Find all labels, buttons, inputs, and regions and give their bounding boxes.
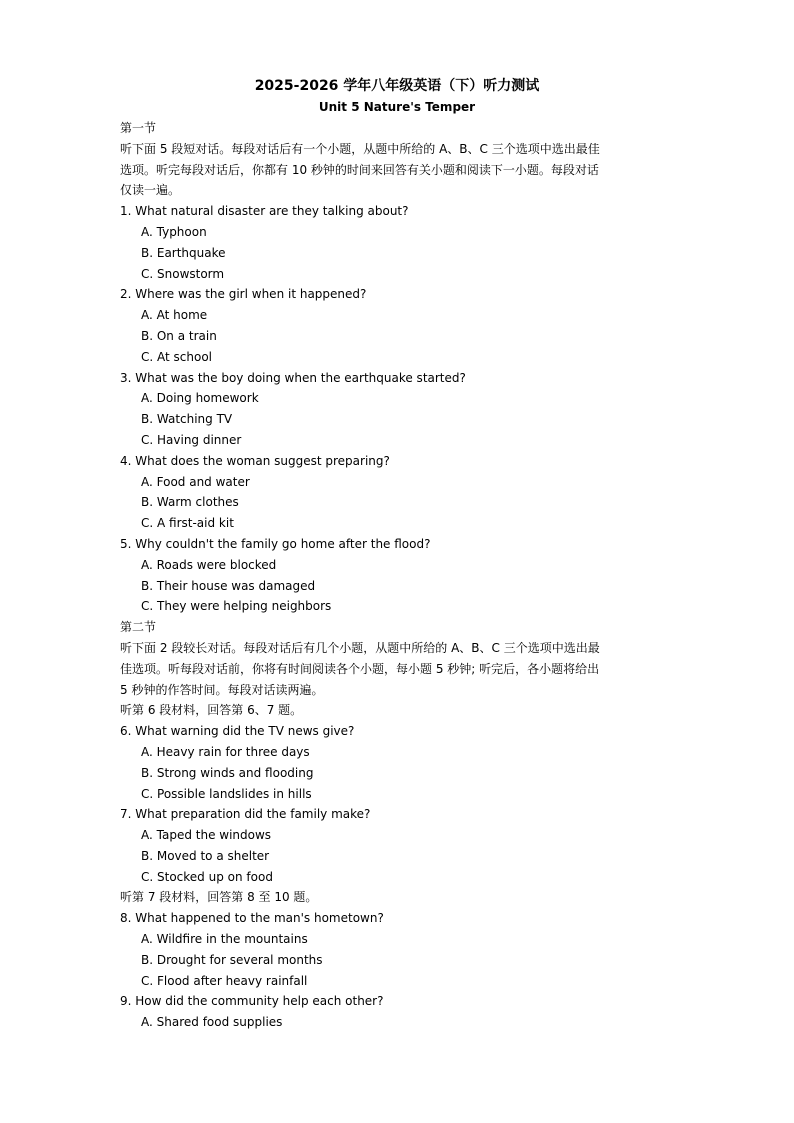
option-2c: C. At school — [141, 349, 212, 364]
option-4c: C. A first-aid kit — [141, 516, 234, 531]
material-7-note: 听第 7 段材料，回答第 8 至 10 题。 — [120, 890, 318, 905]
question-3: 3. What was the boy doing when the earthquake started? — [120, 370, 466, 385]
section-1-instruction-line: 仅读一遍。 — [120, 183, 181, 198]
question-7: 7. What preparation did the family make? — [120, 807, 371, 822]
option-8c: C. Flood after heavy rainfall — [141, 973, 308, 988]
question-2: 2. Where was the girl when it happened? — [120, 287, 367, 302]
section-2-instruction-line: 5 秒钟的作答时间。每段对话读两遍。 — [120, 682, 324, 697]
section-1-heading: 第一节 — [120, 121, 157, 135]
option-2b: B. On a train — [141, 328, 217, 343]
option-3b: B. Watching TV — [141, 412, 233, 427]
question-4: 4. What does the woman suggest preparing? — [120, 453, 390, 468]
option-1c: C. Snowstorm — [141, 266, 225, 281]
option-5b: B. Their house was damaged — [141, 578, 316, 593]
page-title: 2025-2026 学年八年级英语（下）听力测试 — [254, 78, 540, 94]
option-2a: A. At home — [141, 308, 208, 323]
option-4b: B. Warm clothes — [141, 495, 239, 510]
option-8a: A. Wildfire in the mountains — [141, 932, 308, 947]
question-5: 5. Why couldn't the family go home after the flood? — [120, 536, 431, 551]
page-subtitle: Unit 5 Nature's Temper — [318, 100, 476, 114]
option-5a: A. Roads were blocked — [141, 557, 277, 572]
option-4a: A. Food and water — [141, 474, 250, 489]
option-6b: B. Strong winds and flooding — [141, 765, 314, 780]
question-1: 1. What natural disaster are they talking about? — [120, 204, 409, 219]
section-2-heading: 第二节 — [120, 620, 157, 635]
option-3a: A. Doing homework — [141, 391, 259, 406]
option-3c: C. Having dinner — [141, 432, 242, 447]
section-1-instruction-line: 听下面 5 段短对话。每段对话后有一个小题，从题中所给的 A、B、C 三个选项中选出最佳 — [120, 141, 600, 156]
option-6a: A. Heavy rain for three days — [141, 744, 310, 759]
option-1b: B. Earthquake — [141, 245, 226, 260]
option-7c: C. Stocked up on food — [141, 869, 273, 884]
exam-content — [120, 118, 676, 1033]
option-1a: A. Typhoon — [141, 224, 207, 239]
section-2-instruction-line: 佳选项。听每段对话前，你将有时间阅读各个小题，每小题 5 秒钟; 听完后，各小题将给出 — [120, 661, 600, 676]
question-6: 6. What warning did the TV news give? — [120, 724, 355, 739]
option-7a: A. Taped the windows — [141, 828, 272, 843]
question-8: 8. What happened to the man's hometown? — [120, 911, 384, 926]
section-2-instruction-line: 听下面 2 段较长对话。每段对话后有几个小题，从题中所给的 A、B、C 三个选项中选出最 — [120, 640, 600, 655]
section-1-instruction-line: 选项。听完每段对话后，你都有 10 秒钟的时间来回答有关小题和阅读下一小题。每段对话 — [120, 162, 599, 177]
option-7b: B. Moved to a shelter — [141, 848, 270, 863]
option-6c: C. Possible landslides in hills — [141, 786, 312, 801]
option-5c: C. They were helping neighbors — [141, 599, 332, 614]
material-6-note: 听第 6 段材料，回答第 6、7 题。 — [120, 703, 303, 718]
option-8b: B. Drought for several months — [141, 952, 323, 967]
option-9a: A. Shared food supplies — [141, 1015, 283, 1030]
question-9: 9. How did the community help each other? — [120, 994, 384, 1009]
